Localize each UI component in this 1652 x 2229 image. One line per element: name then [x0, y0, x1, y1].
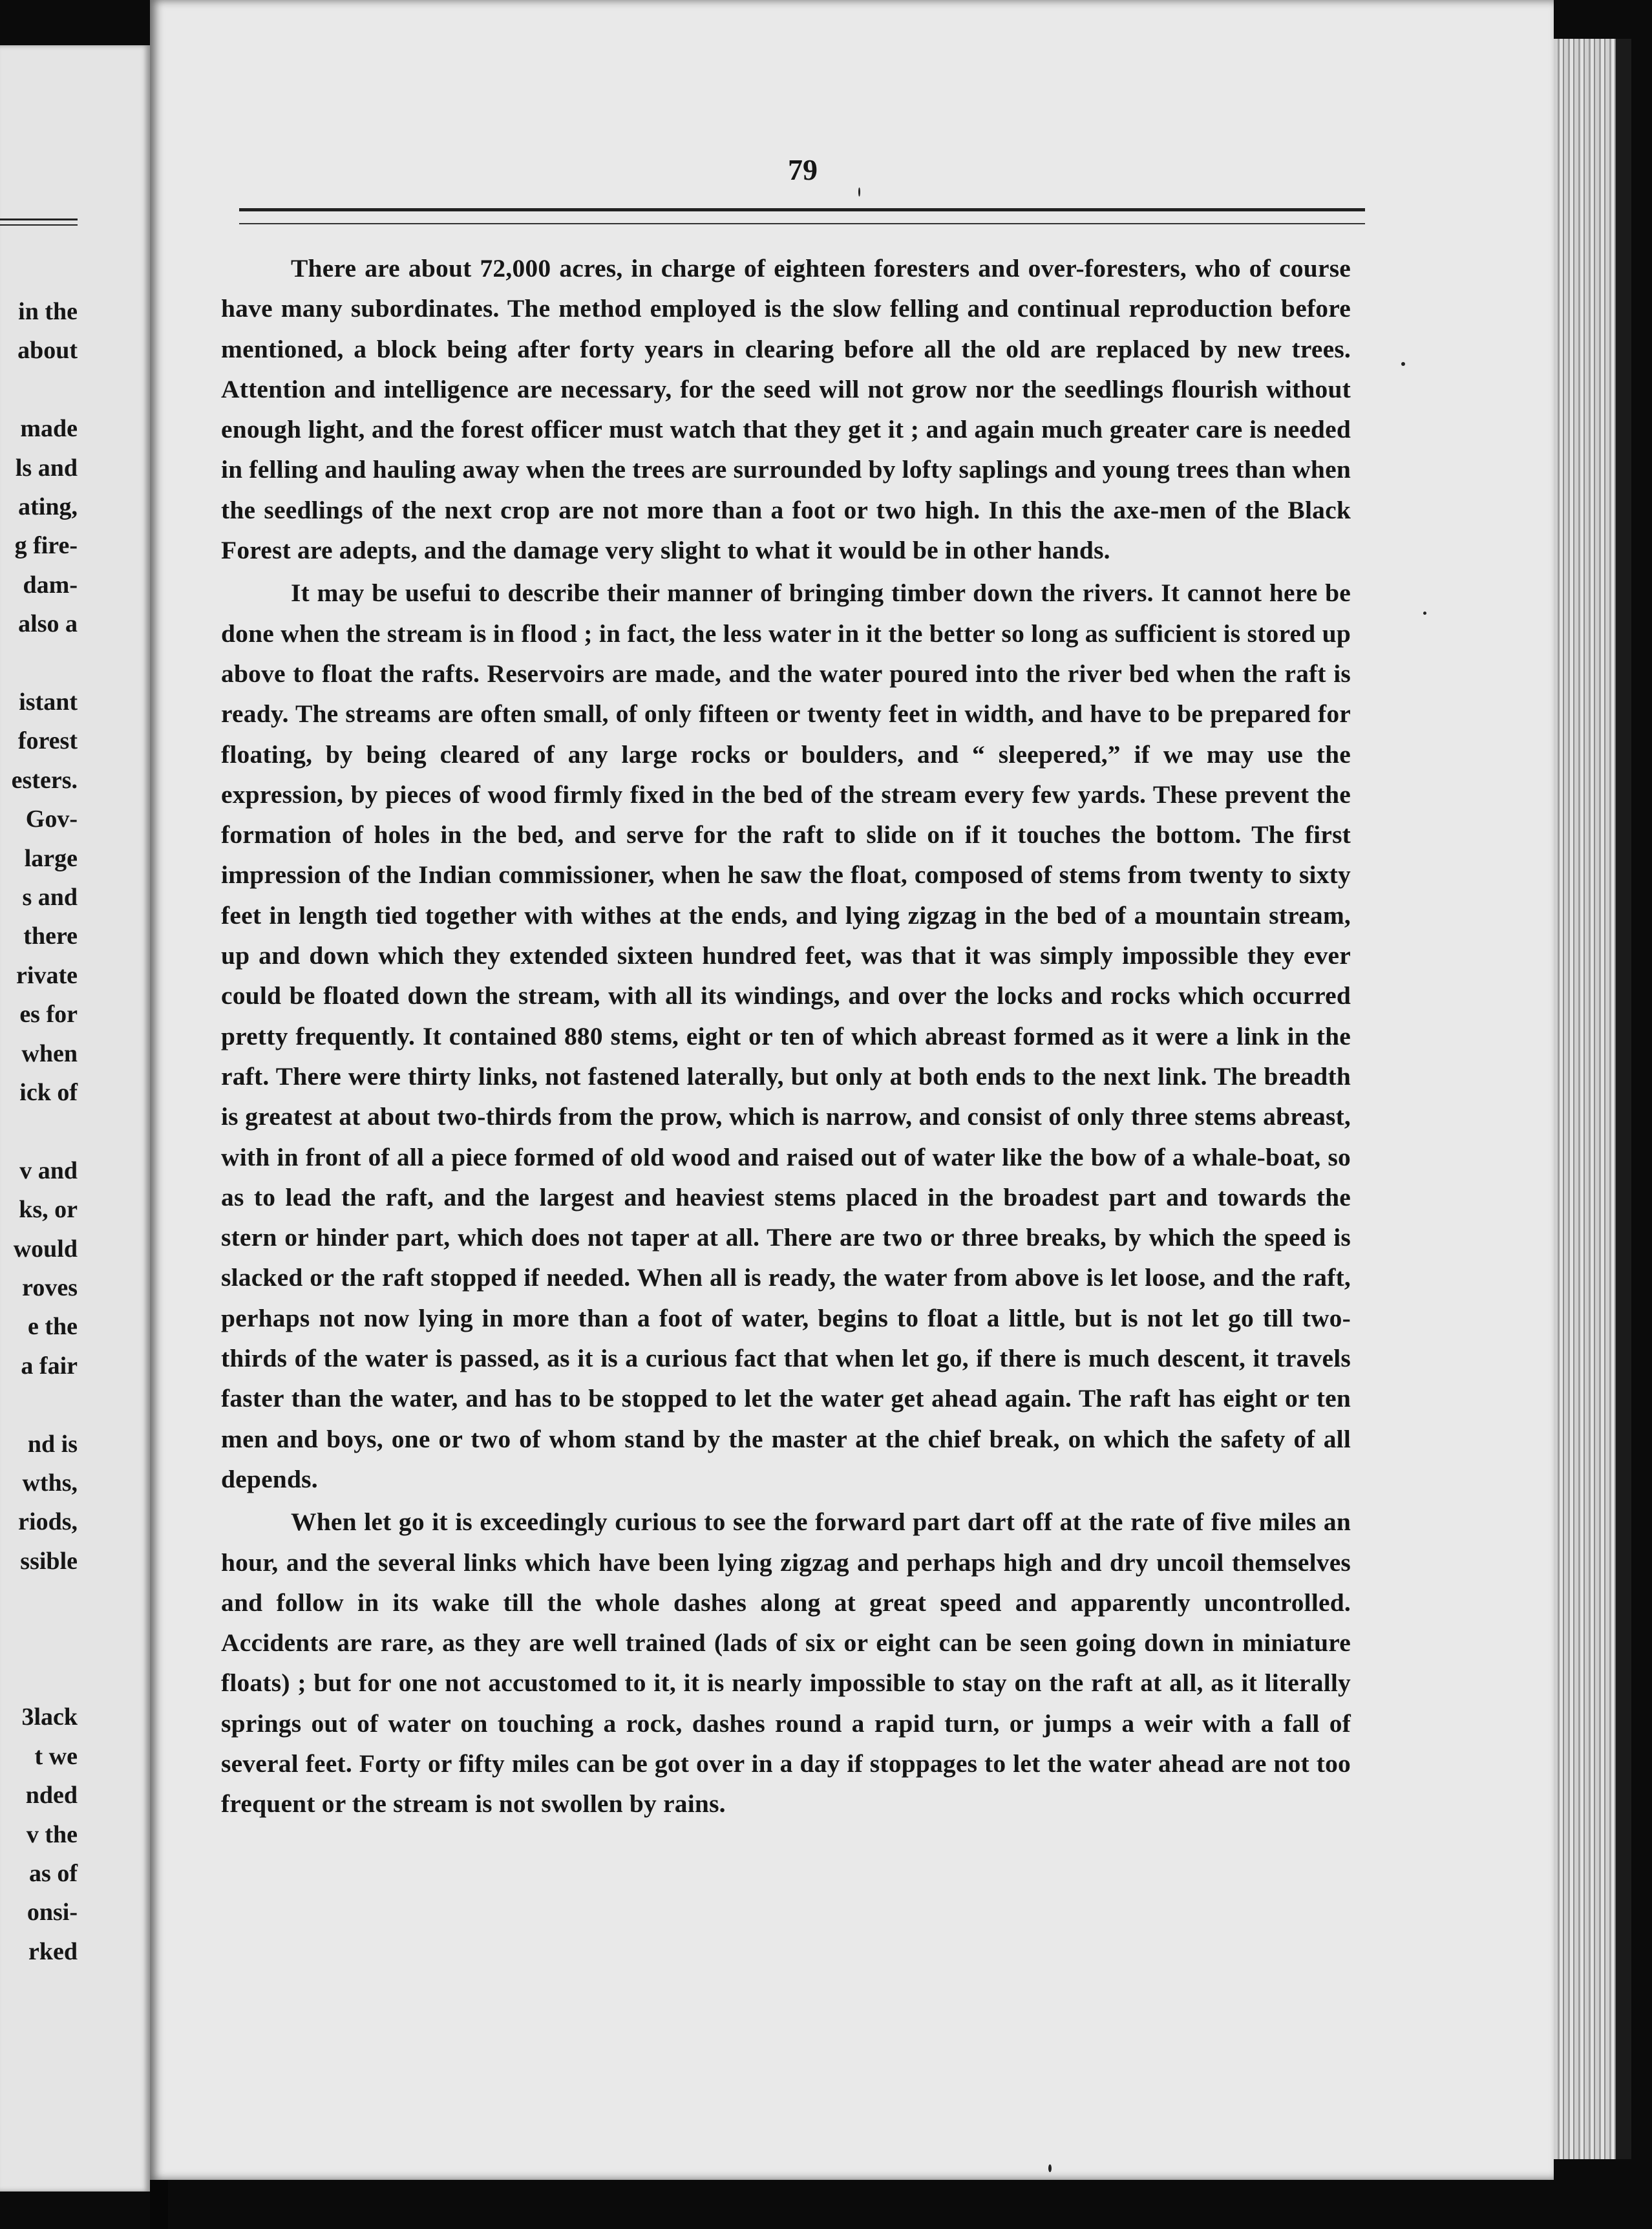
- facing-page-word: v the: [26, 1820, 78, 1848]
- page-number: 79: [788, 153, 818, 186]
- scan-speck: [858, 187, 860, 197]
- facing-page-word: ick of: [19, 1079, 78, 1106]
- paragraph: When let go it is exceedingly curious to see the forward part dart off at the rate of five miles an hour, and the several links which have been lying zigzag and perhaps high and dry uncoil themselves and follow in its wake till the whole dashes along at great speed and apparently uncontrolled. Accidents are rare, as they are well trained (lads of six or eight can be seen going down in miniature floats) ; but for one not accustomed to it, it is nearly impossible to stay on the raft at all, as it literally springs out of water on touching a rock, dashes round a rapid turn, or jumps a weir with a fall of several feet. Forty or fifty miles can be got over in a day if stoppages to let the water ahead are not too frequent or the stream is not swollen by rains.: [221, 1508, 1351, 1818]
- facing-page-word: dam-: [23, 571, 78, 599]
- page-edges: [1554, 39, 1631, 2159]
- facing-page-word: ks, or: [19, 1196, 78, 1224]
- facing-page-word: roves: [22, 1274, 78, 1301]
- facing-page-word: ls and: [15, 454, 78, 482]
- facing-page-word: v and: [19, 1157, 78, 1184]
- scan-speck: [1048, 2164, 1052, 2172]
- scan-speck: [1401, 362, 1405, 366]
- facing-page-word: nded: [25, 1782, 78, 1809]
- header-rule: [239, 208, 1365, 224]
- facing-page: [0, 45, 150, 2192]
- facing-page-word: also a: [18, 610, 78, 638]
- facing-page-word: rked: [28, 1937, 78, 1965]
- facing-page-word: onsi-: [26, 1899, 78, 1926]
- paragraph: It may be usefui to describe their manner of bringing timber down the rivers. It cannot here be done when the stream is in flood ; in fact, the less water in it the better so long as sufficient is stored up above to float the rafts. Reservoirs are made, and the water poured into the river bed when the raft is ready. The streams are often small, of only fifteen or twenty feet in width, and have to be prepared for floating, by being cleared of any large rocks or boulders, and “ sleepered,” if we may use the expression, by pieces of wood firmly fixed in the bed of the stream every few yards. These prevent the formation of holes in the bed, and serve for the raft to slide on if it touches the bottom. The first impression of the Indian commissioner, when he saw the float, composed of stems from twenty to sixty feet in length tied together with withes at the ends, and lying zigzag in the bed of a mountain stream, up and down which they extended sixteen hundred feet, was that it was simply impossible they ever could be floated down the stream, with all its windings, and over the locks and rocks which occurred pretty frequently. It contained 880 stems, eight or ten of which abreast formed as it were a link in the raft. There were thirty links, not fastened laterally, but only at both ends to the next link. The breadth is greatest at about two-thirds from the prow, which is narrow, and consist of only three stems abreast, with in front of all a piece formed of old wood and raised out of water like the bow of a whale-boat, so as to lead the raft, and the largest and heaviest stems placed in the broadest part and towards the stern or hinder part, which does not taper at all. There are two or three breaks, by which the speed is slacked or the raft stopped if needed. When all is ready, the water from above is let loose, and the raft, perhaps not now lying in more than a foot of water, begins to float a little, but is not let go till two-thirds of the water is passed, as it is a curious fact that when let go, if there is much descent, it travels faster than the water, and has to be stopped to let the water get ahead again. The raft has eight or ten men and boys, one or two of whom stand by the master at the chief break, on which the safety of all depends.: [221, 579, 1351, 1493]
- facing-page-word: t we: [34, 1742, 78, 1770]
- facing-page-word: in the: [18, 298, 78, 325]
- facing-page-word: es for: [19, 1001, 78, 1029]
- facing-page-word: nd is: [27, 1430, 78, 1458]
- facing-page-rule: [0, 219, 78, 226]
- facing-page-word: 3lack: [21, 1703, 78, 1731]
- facing-page-word: g fire-: [14, 532, 78, 560]
- facing-page-word: large: [24, 844, 78, 872]
- facing-page-word: e the: [27, 1313, 78, 1341]
- facing-page-word: Gov-: [25, 805, 78, 833]
- facing-page-word: when: [21, 1040, 78, 1067]
- facing-page-word: forest: [17, 727, 78, 755]
- facing-page-word: riods,: [18, 1508, 78, 1536]
- facing-page-word: a fair: [21, 1352, 78, 1380]
- facing-page-word: made: [20, 415, 78, 443]
- facing-page-word: as of: [29, 1860, 78, 1887]
- facing-page-word: there: [23, 923, 78, 950]
- scan-speck: [1423, 612, 1426, 615]
- paragraph: There are about 72,000 acres, in charge of eighteen foresters and over-foresters, who of course have many subordinates. The method employed is the slow felling and continual reproduction before mentioned, a block being after forty years in clearing before all the old are replaced by new trees. Attention and intelligence are necessary, for the seed will not grow nor the seedlings flourish without enough light, and the forest officer must watch that they get it ; and again much greater care is needed in felling and hauling away when the trees are surrounded by lofty saplings and young trees than when the seedlings of the next crop are not more than a foot or two high. In this the axe-men of the Black Forest are adepts, and the damage very slight to what it would be in other hands.: [221, 254, 1351, 565]
- facing-page-word: ssible: [20, 1547, 78, 1575]
- facing-page-word: istant: [19, 688, 78, 716]
- facing-page-word: ating,: [18, 493, 78, 520]
- facing-page-word: esters.: [11, 766, 78, 794]
- facing-page-word: about: [17, 337, 78, 365]
- body-text: [221, 248, 1351, 1827]
- facing-page-word: rivate: [16, 961, 78, 989]
- facing-page-word: would: [13, 1235, 78, 1263]
- facing-page-word: s and: [22, 884, 78, 911]
- facing-page-word: wths,: [22, 1469, 78, 1497]
